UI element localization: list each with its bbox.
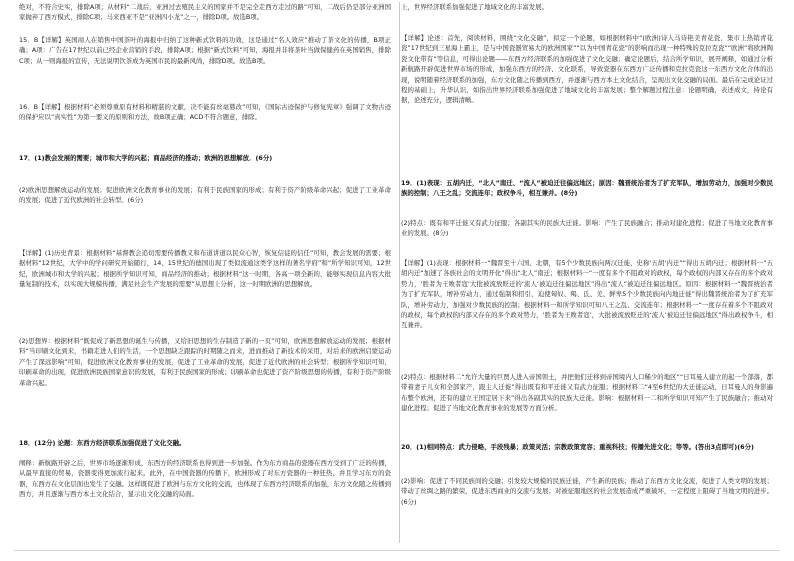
column-divider [399,2,400,543]
q16-answer: 16．B【详解】根据材料“必须尊重原有材料和精湛的文献，决不能有丝毫篡改”可知，《国际古迹保护与修复宪章》强调了文物古迹的保护应以“真实性”为第一要义的原则和方法，故B项正确；ACD不符合题意，排除。 [19,103,391,122]
q18-argument: 阐释：新航路开辟之后，世界市场逐渐形成，东西方的经济联系也得到进一步加强。作为东方商品的瓷器在西方受到了广泛的传播，从最早直接的贸易，瓷器变得更加流行起来。此外，在中国瓷器的传播下，欧洲形成了对东方瓷器的一种狂热，并且学习东方的瓷器，东西方在文化层面也发生了交融。这样既促进了欧洲与东方文化的交流，也体现了东西方经济联系的加强，东方文化随之传播到西方，并且逐渐与西方本土文化结合，显示出文化交融的局面。 [19,459,391,499]
q19-explanation-part1: 【详解】(1)表现：根据材料一“魏晋至十六国、北朝，有5个少数民族向两汉迁徙，史称‘五胡’内迁”“得出五胡内迁；根据材料一”五胡内迁“加速了各族社会的文明开化”得出“北人”南迁；根据材料一“一度有多个不阻政对的政权，每个政权的内部又存在的多个政对势力，‘胜者为王败者寇’大批被流放贬迁的‘流人’被迫迁往偏远地区”得出“流人”被迫迁往偏远地区。原因：根据材料一“魏晋统治者为了扩充军队，增补劳动力，通过强制和招引，迫使匈奴、羯、氐、羌、鲜卑5个少数民族向内地迁徙”得出魏晋统治者为了扩充军队，增补劳动力，加强对少数民族的控制；根据材料一和所学知识可知八王之乱、交流连年；根据材料一“一度存在着多个不阻政对的政权，每个政权的内部又存在的多个政对势力，‘胜者为王败者寇’，大批被流放贬迁的‘流人’被迫迁往偏远地区”得出政权争斗，相互兼并。 [401,259,773,330]
q19-explanation-part2: (2)特点：根据材料二“允许大量的巨贾人进入帝国领土，并把他们迁移到帝国境内人口稀少的地区”“日耳曼人建立的起一个部落，都带着妻子儿女和全部家产，跟主人迁徙”得出既有和平迁徙又有武力征服；根据材料二“4至6世纪的大迁徙运动，日耳曼人的身影遍布整个欧洲，还有的建立王国定居下来”得出各副其实的民族大迁徙。影响：根据材料一二和所学知识可知产生了民族融合；推动对建化进程；促进了当地文化教育事业的发展等方面分析。 [401,373,773,413]
q20-part2-answer: (2)影响：促进了不同民族间的交融；引发较大规模的民族迁徙，产生新的民族；推动了东西方文化交流，促进了人类文明的发展；带动了丝绸之路的繁荣，促进东西商业的交流与发展；对被征服地区的社会发展造成严重破坏，一定程度上阻碍了当地文明的进步。(6分) [401,477,773,506]
q18-thesis: 18．(12分) 论题：东西方经济联系加强促进了文化交融。 [19,439,186,447]
q19-part2-answer: (2)特点：既有和平迁徙又有武力征服；各副其实的民族大迁徙。影响：产生了民族融合；推动对建化进程；促进了当地文化教育事业的发展。(8分) [401,219,773,238]
q19-part1-answer: 19．(1)表现：五胡内迁，“北人”南迁、“流人”被迫迁往偏远地区；原因：魏晋统治者为了扩充军队，增加劳动力，加强对少数民族的控制；八王之乱；交流连年；政权争斗，相互兼并。(8分) [401,179,773,198]
page-footer-rule [14,550,780,551]
q17-explanation-part2: (2)思想界：根据材料“既促成了新思想的诞生与传播，又给旧思想的生存制造了新的一页”可知，欧洲思想解放运动的发展；根据材料“当印刷文化到来，书籍走进人们的生活，一个思想缺乏跟踪的时期随之而来，进而推动了新技术的采用，对后来的欧洲启蒙运动产生了深远影响”可知，促进欧洲文化教育事业的发展，促进了工业革命的发展，促进了近代欧洲的社会转型；根据所学知识可知，印刷革命的出现，促进欧洲民族国家意识的发展，有利于民族国家的形成；印刷革命也促进了资产阶级思想的传播，有利于资产阶级革命兴起。 [19,337,391,387]
q17-explanation-part1: 【详解】(1)历史背景：根据材料“基督教会追切需要传播教义和布道讲道以民众心智，恢复信徒的信任”可知，教会发展的需要；根据材料“12世纪，大学中的学问研究开始随行，14、15世纪的德国出现了类似流通这类学这样的著名学府”和“所学知识可知，12世纪，欧洲城市和大学的兴起；根据所学知识可知，商品经济的推动；根据材料“这一时期，各高一项全新的、能够实现信息内容大批量复制的技术，以实现大规模传播，满足社会生产发展的需要”从思想上分析，这一时期欧洲的思想解放。 [19,249,391,289]
q18-argument-tail: 上，世界经济联系加强促进了地域文化的丰富发展。 [401,3,548,11]
q17-part2-answer: (2)欧洲思想解放运动的发展；促进欧洲文化教育事业的发展；有利于民族国家的形成；有利于资产阶级革命兴起；促进了工业革命的发展；促进了近代欧洲的社会转型。(6分) [19,186,391,205]
q17-part1-answer: 17．(1)教会发展的需要；城市和大学的兴起；商品经济的推动；欧洲的思想解放．(6分) [19,154,273,162]
q20-part1-answer: 20．(1)相同特点：武力侵略，手段残暴；政策灵活；宗教政策宽容；重视科技；传播先进文化；等等。(答出3点即可)(6分) [401,443,754,451]
q14-answer-tail: 绝对，不符合史实，排除A项；从材料“二战后，亚洲过去殖民主义的国家并不是完全走西方走过的路”可知，二战后仍是部分亚洲国家抛弃了西方模式，排除C项；马来西亚不是“亚洲四小龙”之一，排除D项。故选B项。 [19,3,391,22]
q18-explanation: 【详解】论述：首先，阅读材料，围绕“文化交融”，拟定一个论题，如根据材料中“(欧洲)诗人马诗艳美青花瓷，集市上热销青花瓷”17世纪到三星海上霸主，是与中国瓷器贸易大的欧洲国家”“以为中国青花瓷”的影响而出现一种特殊的克拉克瓷”“欧洲”将欧洲陶瓷文化带有”等信息，可得出论题——东西方经济联系的加强促进了文化交融；确定论题后，结合所学知识，展开阐释，如通过分析新航路开辟促进世界市场的形成，加强东西方的经济、文化联系，导致瓷器在东西方广泛传播和克拉克瓷这一东西方文化合体的出现，说明随着经济联系的加强，东方文化随之传播到西方，并逐渐与西方本土文化结合，呈现出文化交融的局面。最后在完成论证过程的基础上，升华认识，如指出世界经济联系加强促进了地域文化的丰富发展；整个解题过程注意：论题明确，表述成文，持论有据，论述充分，逻辑清晰。 [401,34,773,105]
q15-answer: 15．B【详解】英国商人在销售中国茶叶的海报中归纳了这种新式饮料的功效，这是通过“名人效应”推动了茶文化的传播，B项正确；A项：广告在17世纪以前已经企业营销的手段，排除A项；根据“新式饮料”可知，海报并非将茶叶当做保健药在英国销售，排除C项；从一则海报的宣传，无法说明饮茶成为英国市民的最新风尚，排除D项。故选B项。 [19,36,391,65]
